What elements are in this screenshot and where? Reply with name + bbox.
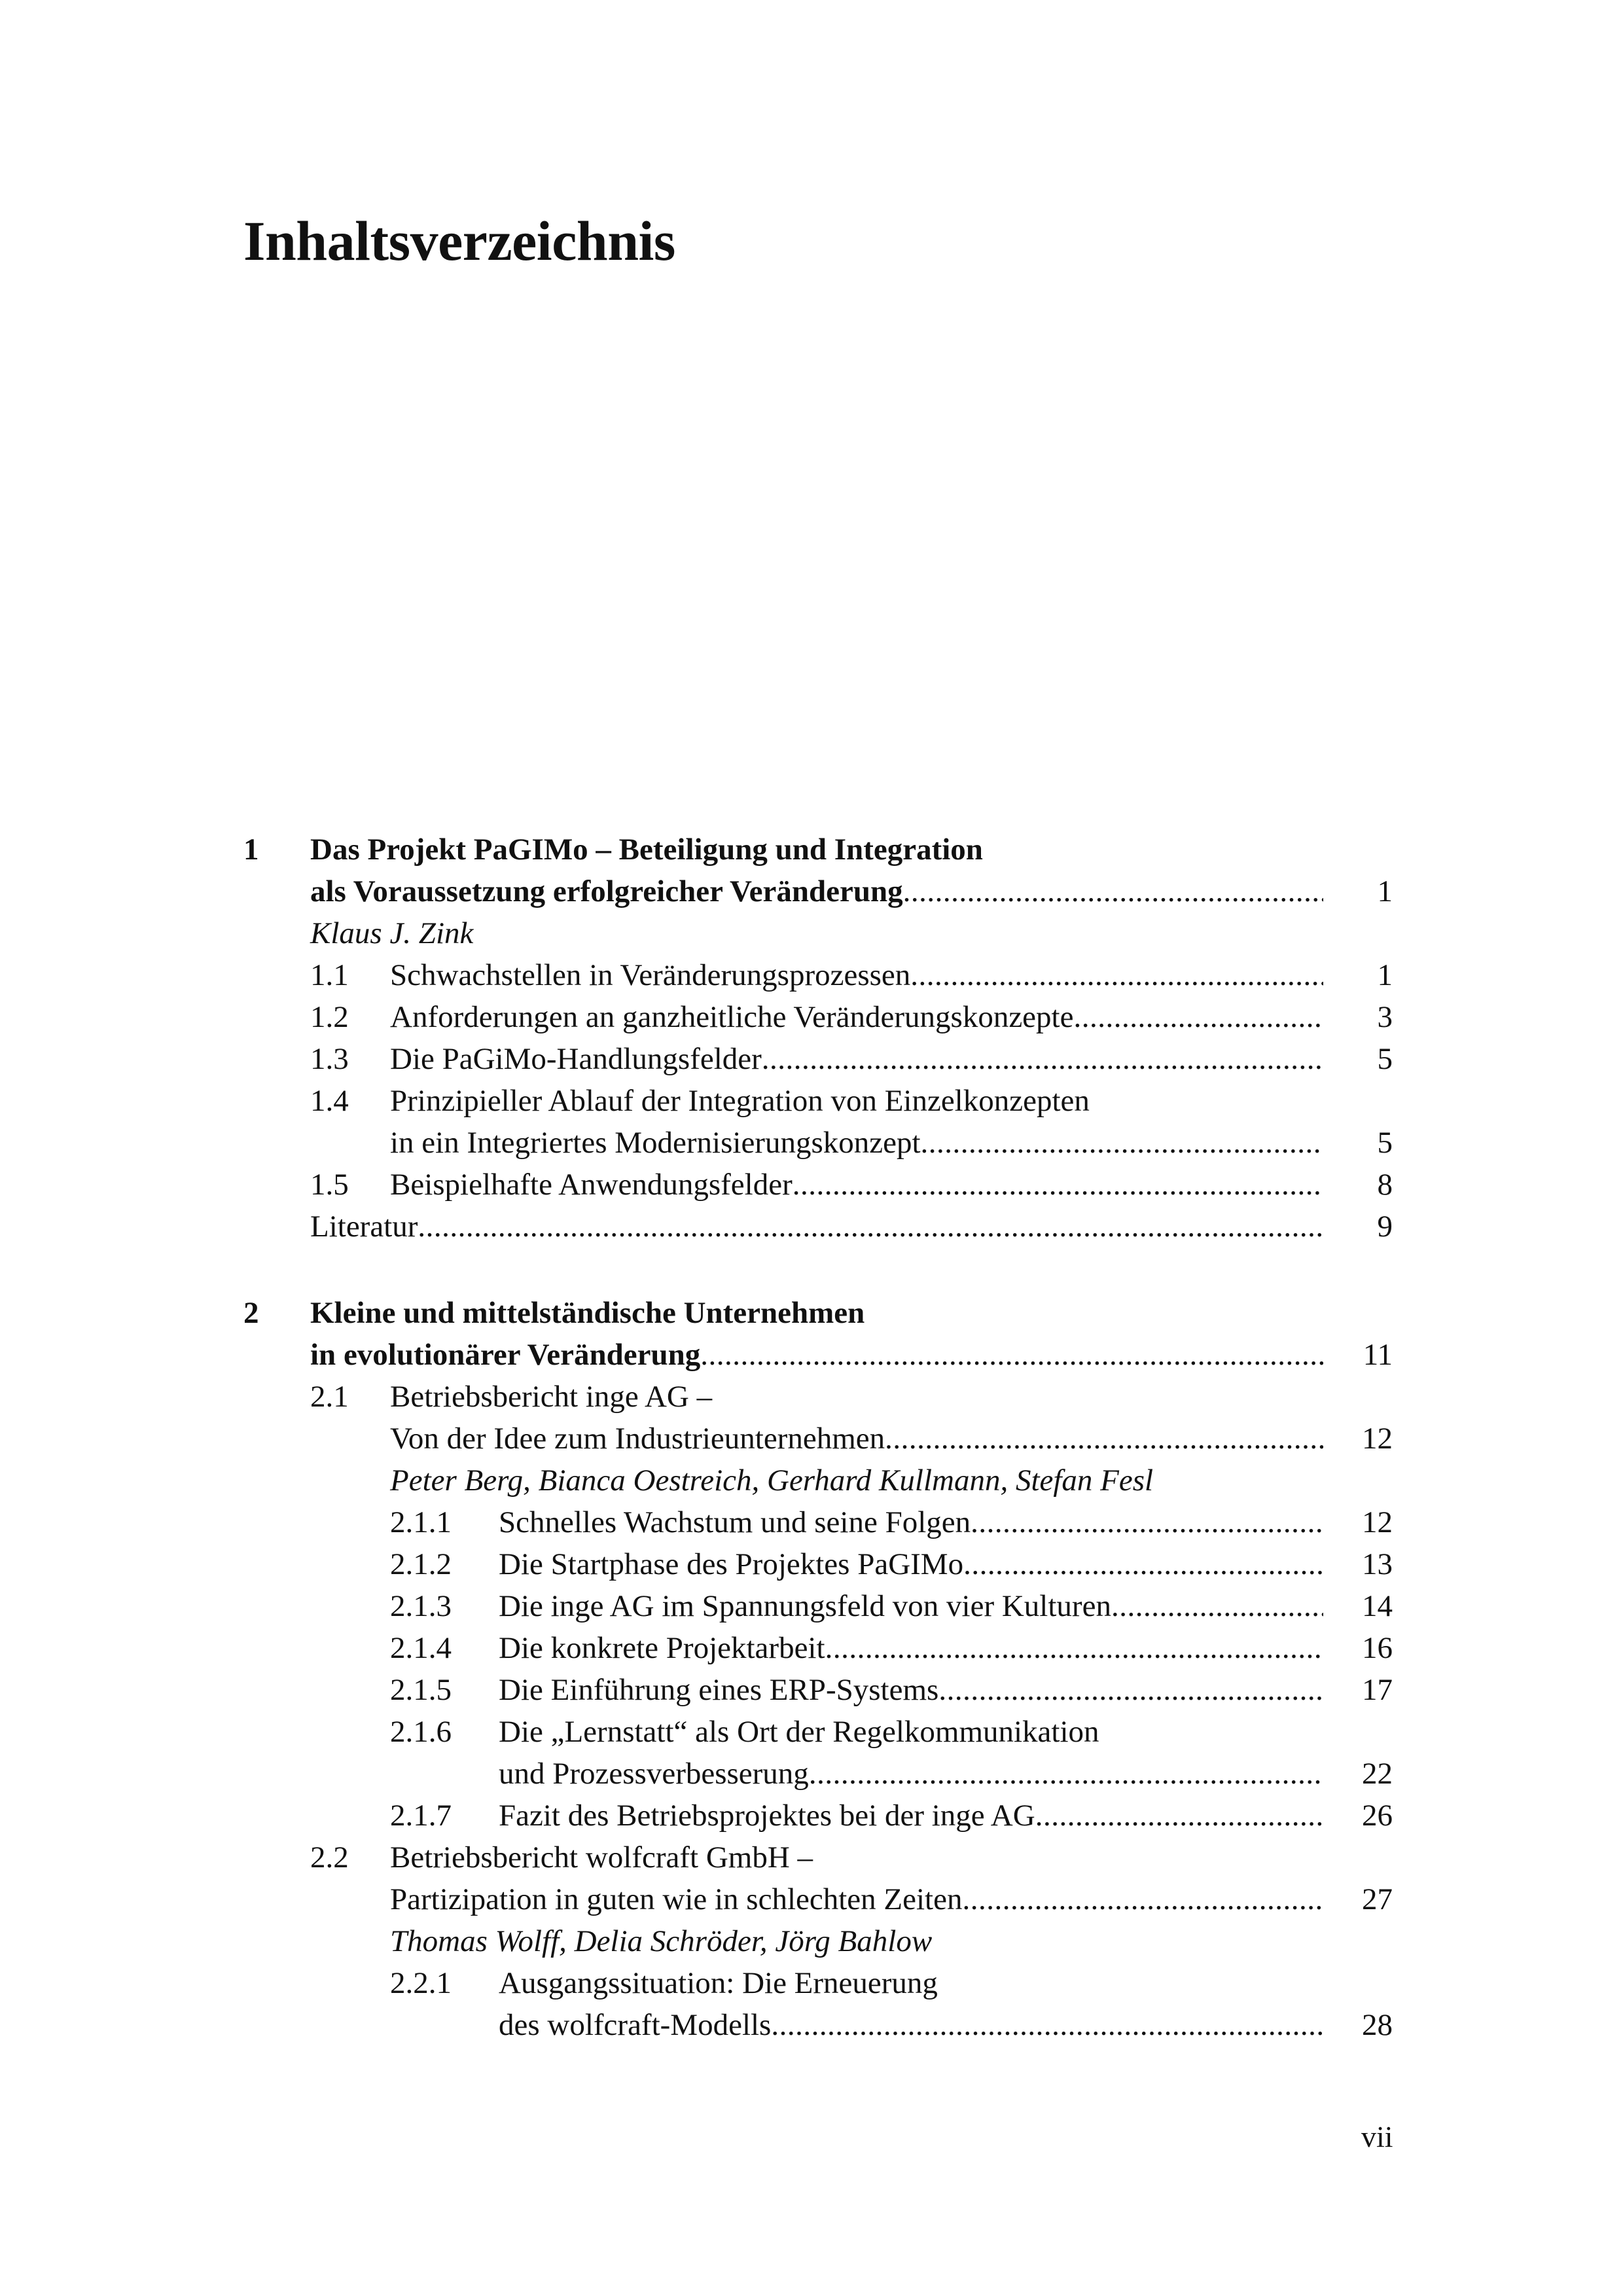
section-2-1-authors — [0, 1460, 1623, 1501]
section-title-line1: Prinzipieller Ablauf der Integration von Einzelkonzepten — [390, 1084, 1090, 1118]
chapter-title-line2: als Voraussetzung erfolgreicher Veränderung — [310, 874, 903, 908]
leader-dots — [700, 1334, 1323, 1376]
literature-title: Literatur — [310, 1210, 418, 1244]
leader-dots — [825, 1627, 1323, 1669]
subsection-title: Fazit des Betriebsprojektes bei der inge AG — [499, 1799, 1035, 1833]
subsection-number: 2.1.4 — [390, 1631, 452, 1665]
toc-leader — [499, 1795, 1323, 1837]
authors: Peter Berg, Bianca Oestreich, Gerhard Kullmann, Stefan Fesl — [390, 1463, 1154, 1498]
leader-dots — [1111, 1585, 1323, 1627]
section-number: 2.1 — [310, 1380, 349, 1414]
toc-entry-2-1-6[interactable] — [0, 1711, 1623, 1753]
subsection-title: Die inge AG im Spannungsfeld von vier Kulturen — [499, 1589, 1111, 1623]
leader-dots — [963, 1543, 1323, 1585]
toc-entry-1-4-line2[interactable] — [0, 1122, 1623, 1164]
page-number: 12 — [1362, 1505, 1393, 1539]
page-number: 13 — [1362, 1547, 1393, 1581]
toc-entry-2-2-1[interactable] — [0, 1962, 1623, 2004]
toc-leader — [390, 1878, 1323, 1920]
section-number: 1.3 — [310, 1042, 349, 1076]
chapter-title-line2: in evolutionärer Veränderung — [310, 1338, 701, 1372]
toc-leader — [499, 1753, 1323, 1795]
toc-leader — [499, 1627, 1323, 1669]
page-number: 5 — [1377, 1126, 1393, 1160]
page-number: 1 — [1377, 958, 1393, 992]
toc-entry-2-2-line2[interactable] — [0, 1878, 1623, 1920]
leader-dots — [962, 1878, 1323, 1920]
leader-dots — [771, 2004, 1323, 2046]
subsection-number: 2.1.7 — [390, 1799, 452, 1833]
page-number: 12 — [1362, 1422, 1393, 1456]
subsection-number: 2.2.1 — [390, 1966, 452, 2000]
toc-entry-2-1-4[interactable] — [0, 1627, 1623, 1669]
toc-entry-1-1[interactable] — [0, 954, 1623, 996]
authors: Thomas Wolff, Delia Schröder, Jörg Bahlow — [390, 1924, 933, 1958]
section-number: 1.1 — [310, 958, 349, 992]
chapter-1-heading[interactable] — [0, 829, 1623, 870]
subsection-number: 2.1.2 — [390, 1547, 452, 1581]
toc-leader — [499, 1501, 1323, 1543]
leader-dots — [809, 1753, 1323, 1795]
subsection-number: 2.1.1 — [390, 1505, 452, 1539]
page-number: 9 — [1377, 1210, 1393, 1244]
toc-entry-1-4[interactable] — [0, 1080, 1623, 1122]
toc-leader — [310, 870, 1323, 912]
toc-entry-2-1-1[interactable] — [0, 1501, 1623, 1543]
toc-entry-1-3[interactable] — [0, 1038, 1623, 1080]
toc-leader — [390, 996, 1323, 1038]
toc-entry-1-2[interactable] — [0, 996, 1623, 1038]
toc-leader — [390, 954, 1323, 996]
leader-dots — [793, 1164, 1323, 1206]
page-number: 11 — [1363, 1338, 1393, 1372]
toc-leader — [499, 2004, 1323, 2046]
toc-entry-2-2-1-line2[interactable] — [0, 2004, 1623, 2046]
leader-dots — [921, 1122, 1323, 1164]
page-number: 1 — [1377, 874, 1393, 908]
leader-dots — [418, 1206, 1323, 1247]
subsection-number: 2.1.3 — [390, 1589, 452, 1623]
chapter-title-line1: Das Projekt PaGIMo – Beteiligung und Integration — [310, 833, 983, 867]
toc-entry-2-1-7[interactable] — [0, 1795, 1623, 1837]
section-title: Die PaGiMo-Handlungsfelder — [390, 1042, 762, 1076]
section-title-line1: Betriebsbericht wolfcraft GmbH – — [390, 1840, 813, 1874]
toc-leader — [390, 1122, 1323, 1164]
page-number: 5 — [1377, 1042, 1393, 1076]
page-number: 3 — [1377, 1000, 1393, 1034]
toc-leader — [310, 1334, 1323, 1376]
toc-entry-2-1-6-line2[interactable] — [0, 1753, 1623, 1795]
section-title-line2: in ein Integriertes Modernisierungskonzept — [390, 1126, 921, 1160]
page-folio: vii — [1361, 2120, 1393, 2153]
section-title-line2: Partizipation in guten wie in schlechten Zeiten — [390, 1882, 963, 1916]
page-number: 27 — [1362, 1882, 1393, 1916]
chapter-number: 2 — [243, 1296, 259, 1330]
section-number: 1.4 — [310, 1084, 349, 1118]
subsection-title-line2: des wolfcraft-Modells — [499, 2008, 772, 2042]
toc-entry-2-1-line2[interactable] — [0, 1418, 1623, 1460]
section-number: 1.2 — [310, 1000, 349, 1034]
toc-entry-2-1[interactable] — [0, 1376, 1623, 1418]
toc-entry-2-1-5[interactable] — [0, 1669, 1623, 1711]
leader-dots — [910, 954, 1323, 996]
chapter-1-author — [0, 912, 1623, 954]
chapter-title-line1: Kleine und mittelständische Unternehmen — [310, 1296, 865, 1330]
section-title: Anforderungen an ganzheitliche Veränderungskonzepte — [390, 1000, 1074, 1034]
subsection-title: Die Einführung eines ERP-Systems — [499, 1673, 939, 1707]
toc-leader — [390, 1418, 1323, 1460]
leader-dots — [885, 1418, 1323, 1460]
chapter-number: 1 — [243, 833, 259, 867]
toc-entry-literatur[interactable] — [0, 1206, 1623, 1247]
leader-dots — [903, 870, 1323, 912]
section-2-2-authors — [0, 1920, 1623, 1962]
page-title: Inhaltsverzeichnis — [243, 209, 675, 272]
chapter-2-heading-line2[interactable] — [0, 1334, 1623, 1376]
toc-leader — [390, 1164, 1323, 1206]
subsection-title-line1: Die „Lernstatt“ als Ort der Regelkommunikation — [499, 1715, 1099, 1749]
page-number: 8 — [1377, 1168, 1393, 1202]
toc-entry-2-1-2[interactable] — [0, 1543, 1623, 1585]
page-number: 28 — [1362, 2008, 1393, 2042]
section-title: Schwachstellen in Veränderungsprozessen — [390, 958, 911, 992]
page-number: 26 — [1362, 1799, 1393, 1833]
toc-entry-1-5[interactable] — [0, 1164, 1623, 1206]
toc-leader — [499, 1669, 1323, 1711]
page-number: 16 — [1362, 1631, 1393, 1665]
page-number: 17 — [1362, 1673, 1393, 1707]
section-number: 1.5 — [310, 1168, 349, 1202]
subsection-title-line1: Ausgangssituation: Die Erneuerung — [499, 1966, 938, 2000]
author: Klaus J. Zink — [310, 916, 474, 950]
subsection-title: Die Startphase des Projektes PaGIMo — [499, 1547, 964, 1581]
toc-entry-2-2[interactable] — [0, 1837, 1623, 1878]
toc-leader — [390, 1038, 1323, 1080]
section-number: 2.2 — [310, 1840, 349, 1874]
leader-dots — [971, 1501, 1323, 1543]
leader-dots — [1035, 1795, 1323, 1837]
toc-entry-2-1-3[interactable] — [0, 1585, 1623, 1627]
chapter-1-heading-line2[interactable] — [0, 870, 1623, 912]
chapter-2-heading[interactable] — [0, 1292, 1623, 1334]
subsection-number: 2.1.5 — [390, 1673, 452, 1707]
section-title-line2: Von der Idee zum Industrieunternehmen — [390, 1422, 885, 1456]
leader-dots — [1073, 996, 1323, 1038]
toc-leader — [310, 1206, 1323, 1247]
subsection-title: Schnelles Wachstum und seine Folgen — [499, 1505, 971, 1539]
page-number: 14 — [1362, 1589, 1393, 1623]
subsection-number: 2.1.6 — [390, 1715, 452, 1749]
subsection-title-line2: und Prozessverbesserung — [499, 1757, 809, 1791]
subsection-title: Die konkrete Projektarbeit — [499, 1631, 825, 1665]
section-title: Beispielhafte Anwendungsfelder — [390, 1168, 793, 1202]
page-number: 22 — [1362, 1757, 1393, 1791]
toc-leader — [499, 1585, 1323, 1627]
section-title-line1: Betriebsbericht inge AG – — [390, 1380, 713, 1414]
leader-dots — [938, 1669, 1323, 1711]
leader-dots — [762, 1038, 1323, 1080]
toc-leader — [499, 1543, 1323, 1585]
